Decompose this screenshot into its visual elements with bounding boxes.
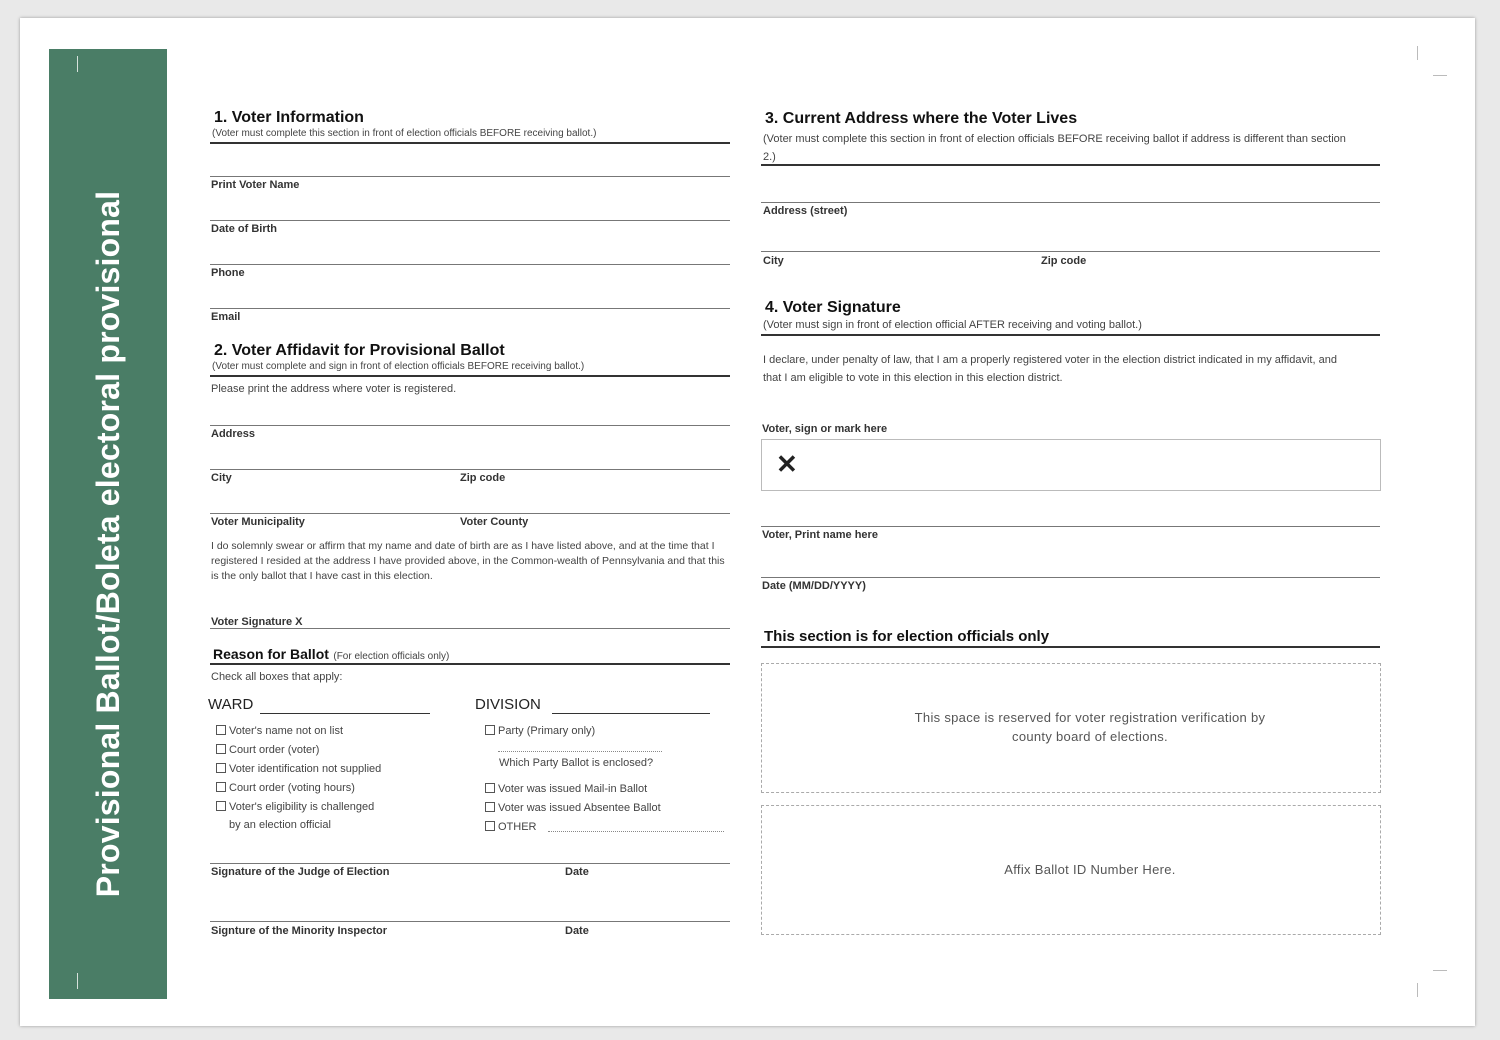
voter-municipality-label: Voter Municipality [211, 516, 305, 528]
field-line [210, 469, 730, 470]
checkbox-box[interactable] [216, 744, 226, 754]
address-label: Address [211, 428, 256, 440]
print-voter-name-label: Print Voter Name [211, 179, 300, 191]
zip-code-label: Zip code [1041, 255, 1087, 267]
field-line [210, 513, 730, 514]
ward-label: WARD [208, 696, 254, 713]
print-name-label: Voter, Print name here [762, 529, 878, 541]
crop-mark [1417, 46, 1418, 60]
field-line [210, 921, 730, 922]
field-line [210, 863, 730, 864]
date-of-birth-label: Date of Birth [211, 223, 277, 235]
sidebar-title: Provisional Ballot/Boleta electoral provisional [90, 190, 126, 898]
crop-mark [1417, 983, 1418, 997]
checkbox-label: Voter identification not supplied [229, 763, 382, 775]
checkbox-label: Party (Primary only) [498, 725, 596, 737]
which-party-label: Which Party Ballot is enclosed? [499, 757, 654, 769]
section-4-title: 4. Voter Signature [765, 299, 901, 316]
checkbox-box[interactable] [485, 783, 495, 793]
oath-text: I do solemnly swear or affirm that my name and date of birth are as I have listed above, and at the time that I registered I resided at the address I have provided above, in the Common-wealth of Pennsylvania and that this is the only ballot that I have cast in this election. [211, 540, 725, 582]
crop-mark [77, 56, 78, 72]
judge-date-label: Date [565, 866, 589, 878]
checkbox-court-order-voter[interactable] [216, 744, 319, 756]
phone-label: Phone [211, 267, 245, 279]
crop-mark [77, 973, 78, 989]
checkbox-box[interactable] [216, 801, 226, 811]
field-line [210, 264, 730, 265]
checkbox-box[interactable] [485, 821, 495, 831]
reason-heading [213, 646, 449, 664]
email-label: Email [211, 311, 241, 323]
judge-signature-label: Signature of the Judge of Election [211, 866, 390, 878]
checkbox-label: Court order (voting hours) [229, 782, 355, 794]
checkbox-id-not-supplied[interactable] [216, 763, 381, 775]
crop-mark [1433, 970, 1447, 971]
city-label: City [763, 255, 784, 267]
party-dotted-line [498, 751, 662, 752]
signature-box[interactable] [761, 439, 1381, 491]
field-line [761, 526, 1380, 527]
checkbox-label: Voter's eligibility is challenged [229, 801, 375, 813]
section-2-title: 2. Voter Affidavit for Provisional Ballot [214, 342, 505, 359]
officials-rule [761, 646, 1380, 648]
reason-rule [210, 663, 730, 665]
checkbox-box[interactable] [485, 802, 495, 812]
checkbox-box[interactable] [216, 782, 226, 792]
checkbox-party[interactable] [485, 725, 595, 737]
checkbox-mail-in[interactable] [485, 783, 647, 795]
sidebar-banner [49, 49, 167, 999]
other-dotted-line [548, 831, 724, 832]
field-line [761, 202, 1380, 203]
field-line [210, 308, 730, 309]
field-line [761, 577, 1380, 578]
officials-title: This section is for election officials only [764, 628, 1050, 645]
section-1-note: (Voter must complete this section in front of election officials BEFORE receiving ballot.) [212, 128, 597, 139]
close-icon: ✕ [776, 449, 798, 479]
crop-mark [1433, 75, 1447, 76]
checkbox-box[interactable] [485, 725, 495, 735]
checkbox-other[interactable] [485, 821, 537, 833]
field-line [210, 220, 730, 221]
section-4-rule [761, 334, 1380, 336]
address-street-label: Address (street) [763, 205, 848, 217]
checkbox-label: Voter was issued Absentee Ballot [498, 802, 661, 814]
sign-mark-label: Voter, sign or mark here [762, 423, 888, 435]
field-line [210, 628, 730, 629]
field-line [210, 425, 730, 426]
checkbox-eligibility-challenged[interactable] [216, 801, 374, 813]
form-page [20, 18, 1475, 1026]
checkbox-absentee[interactable] [485, 802, 661, 814]
city-label: City [211, 472, 232, 484]
checkbox-label: Voter was issued Mail-in Ballot [498, 783, 648, 795]
verification-note: This space is reserved for voter registration verification by county board of elections. [914, 710, 1266, 744]
voter-signature-label: Voter Signature X [211, 616, 303, 628]
reason-title: Reason for Ballot [213, 646, 329, 662]
section-3-note: (Voter must complete this section in front of election officials BEFORE receiving ballot if address is different than section 2.) [763, 133, 1346, 163]
field-line [761, 251, 1380, 252]
reason-instruction: Check all boxes that apply: [211, 671, 343, 683]
minority-signature-label: Signture of the Minority Inspector [211, 925, 388, 937]
section-2-instruction: Please print the address where voter is registered. [211, 383, 457, 395]
checkbox-name-not-on-list[interactable] [216, 725, 343, 737]
section-2-rule [210, 375, 730, 377]
section-3-rule [761, 164, 1380, 166]
date-label: Date (MM/DD/YYYY) [762, 580, 866, 592]
ballot-id-note: Affix Ballot ID Number Here. [1004, 862, 1176, 877]
section-1-title: 1. Voter Information [214, 109, 364, 126]
minority-date-label: Date [565, 925, 589, 937]
checkbox-box[interactable] [216, 725, 226, 735]
division-label: DIVISION [475, 696, 541, 713]
division-line [552, 713, 710, 714]
declaration-text: I declare, under penalty of law, that I am a properly registered voter in the election district indicated in my affidavit, and that I am eligible to vote in this election in this election district. [763, 354, 1337, 384]
section-4-note: (Voter must sign in front of election official AFTER receiving and voting ballot.) [763, 319, 1142, 331]
section-2-note: (Voter must complete and sign in front of election officials BEFORE receiving ballot.) [212, 361, 585, 372]
section-1-rule [210, 142, 730, 144]
voter-county-label: Voter County [460, 516, 529, 528]
checkbox-label-continued: by an election official [229, 819, 331, 831]
field-line [210, 176, 730, 177]
section-3-title: 3. Current Address where the Voter Lives [765, 110, 1078, 127]
checkbox-court-order-hours[interactable] [216, 782, 355, 794]
ward-line [260, 713, 430, 714]
checkbox-label: Court order (voter) [229, 744, 320, 756]
checkbox-label: OTHER [498, 821, 537, 833]
zip-code-label: Zip code [460, 472, 506, 484]
checkbox-label: Voter's name not on list [229, 725, 343, 737]
checkbox-box[interactable] [216, 763, 226, 773]
reason-note: (For election officials only) [333, 651, 450, 662]
